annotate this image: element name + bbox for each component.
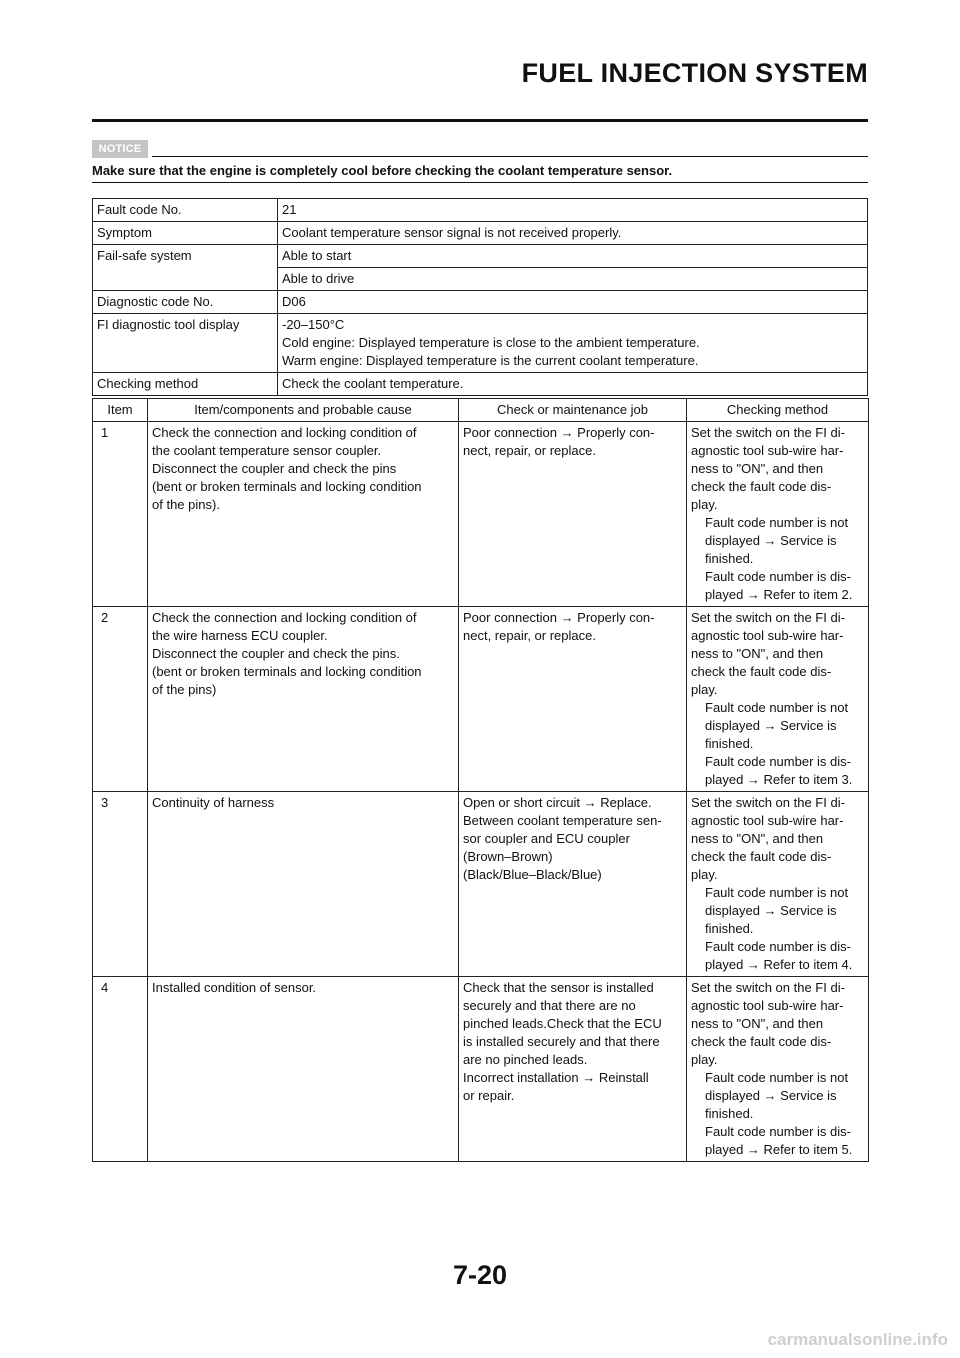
method-result-line: Fault code number is dis- [705, 754, 851, 769]
fault-info-table [92, 198, 868, 396]
method-result-line: displayed → Service is [705, 1088, 837, 1103]
cause-line: (bent or broken terminals and locking condition [152, 479, 422, 494]
fault-code-row [93, 199, 868, 222]
tool-display-value [278, 314, 868, 373]
cause-line: Installed condition of sensor. [152, 980, 317, 995]
method-result-line: finished. [705, 736, 754, 751]
fault-code-label: Fault code No. [93, 199, 278, 222]
method-line: play. [691, 497, 718, 512]
procedure-row [93, 422, 869, 607]
cause-cell [148, 977, 459, 1162]
cause-line: (bent or broken terminals and locking condition [152, 664, 422, 679]
method-result-line: Fault code number is not [705, 885, 849, 900]
item-number: 1 [93, 422, 148, 607]
method-line: ness to "ON", and then [691, 831, 824, 846]
method-result-line: played → Refer to item 2. [705, 587, 853, 602]
job-cell [459, 977, 687, 1162]
method-line: check the fault code dis- [691, 664, 832, 679]
symptom-label: Symptom [93, 222, 278, 245]
tool-display-warm: Warm engine: Displayed temperature is the current coolant temperature. [282, 353, 699, 368]
checking-method-label: Checking method [93, 373, 278, 396]
method-result-line: played → Refer to item 5. [705, 1142, 853, 1157]
item-number: 2 [93, 607, 148, 792]
job-line: pinched leads.Check that the ECU [463, 1016, 662, 1031]
checking-method-row [93, 373, 868, 396]
method-line: agnostic tool sub-wire har- [691, 813, 844, 828]
job-line: nect, repair, or replace. [463, 443, 596, 458]
method-result-line: played → Refer to item 3. [705, 772, 853, 787]
method-line: play. [691, 682, 718, 697]
job-line: is installed securely and that there [463, 1034, 660, 1049]
method-result-line: displayed → Service is [705, 533, 837, 548]
procedure-table [92, 398, 869, 1162]
procedure-row [93, 792, 869, 977]
method-line: check the fault code dis- [691, 849, 832, 864]
cause-line: of the pins). [152, 497, 220, 512]
method-result-line: Fault code number is not [705, 1070, 849, 1085]
procedure-row [93, 607, 869, 792]
method-result-line: finished. [705, 921, 754, 936]
procedure-header-row [93, 399, 869, 422]
job-line: Between coolant temperature sen- [463, 813, 662, 828]
header-item: Item [93, 399, 148, 422]
cause-cell [148, 607, 459, 792]
cause-line: Disconnect the coupler and check the pins. [152, 646, 400, 661]
method-cell [687, 792, 869, 977]
method-result-line: displayed → Service is [705, 903, 837, 918]
method-line: Set the switch on the FI di- [691, 425, 845, 440]
method-line: agnostic tool sub-wire har- [691, 998, 844, 1013]
method-line: play. [691, 867, 718, 882]
job-cell [459, 607, 687, 792]
notice-divider [152, 156, 868, 157]
cause-line: the coolant temperature sensor coupler. [152, 443, 382, 458]
cause-line: Continuity of harness [152, 795, 275, 810]
cause-cell [148, 422, 459, 607]
job-line: Check that the sensor is installed [463, 980, 654, 995]
method-result-line: finished. [705, 1106, 754, 1121]
header-cause: Item/components and probable cause [148, 399, 459, 422]
item-number: 4 [93, 977, 148, 1162]
item-number: 3 [93, 792, 148, 977]
failsafe-label: Fail-safe system [93, 245, 278, 291]
header-divider [92, 119, 868, 122]
page-header-title: FUEL INJECTION SYSTEM [521, 58, 868, 88]
header-job: Check or maintenance job [459, 399, 687, 422]
method-result-line: finished. [705, 551, 754, 566]
page-number: 7-20 [452, 1260, 508, 1290]
method-line: agnostic tool sub-wire har- [691, 628, 844, 643]
cause-line: Disconnect the coupler and check the pins [152, 461, 397, 476]
procedure-row [93, 977, 869, 1162]
tool-display-row [93, 314, 868, 373]
diagnostic-code-row [93, 291, 868, 314]
job-line: Poor connection → Properly con- [463, 425, 655, 440]
tool-display-cold: Cold engine: Displayed temperature is close to the ambient temperature. [282, 335, 700, 350]
method-line: ness to "ON", and then [691, 1016, 824, 1031]
cause-line: Check the connection and locking condition of [152, 425, 417, 440]
failsafe-row [93, 245, 868, 268]
job-cell [459, 792, 687, 977]
job-line: nect, repair, or replace. [463, 628, 596, 643]
symptom-value: Coolant temperature sensor signal is not received properly. [278, 222, 868, 245]
method-result-line: played → Refer to item 4. [705, 957, 853, 972]
method-result-line: Fault code number is not [705, 515, 849, 530]
failsafe-value-start: Able to start [278, 245, 868, 268]
method-line: Set the switch on the FI di- [691, 795, 845, 810]
method-result-line: Fault code number is dis- [705, 1124, 851, 1139]
failsafe-value-drive: Able to drive [278, 268, 868, 291]
notice-bottom-divider [92, 182, 868, 183]
job-cell [459, 422, 687, 607]
method-cell [687, 607, 869, 792]
cause-line: Check the connection and locking condition of [152, 610, 417, 625]
header-method: Checking method [687, 399, 869, 422]
notice-text: Make sure that the engine is completely cool before checking the coolant temperature sensor. [92, 163, 673, 178]
job-line: (Brown–Brown) [463, 849, 553, 864]
method-line: agnostic tool sub-wire har- [691, 443, 844, 458]
checking-method-value: Check the coolant temperature. [278, 373, 868, 396]
cause-line: of the pins) [152, 682, 217, 697]
job-line: or repair. [463, 1088, 515, 1103]
job-line: securely and that there are no [463, 998, 636, 1013]
job-line: are no pinched leads. [463, 1052, 588, 1067]
method-result-line: Fault code number is dis- [705, 569, 851, 584]
method-line: check the fault code dis- [691, 479, 832, 494]
notice-tag: NOTICE [92, 140, 148, 158]
method-line: ness to "ON", and then [691, 646, 824, 661]
method-cell [687, 977, 869, 1162]
diagnostic-code-value: D06 [278, 291, 868, 314]
job-line: Incorrect installation → Reinstall [463, 1070, 649, 1085]
tool-display-range: -20–150°C [282, 317, 345, 332]
tool-display-label: FI diagnostic tool display [93, 314, 278, 373]
job-line: sor coupler and ECU coupler [463, 831, 630, 846]
symptom-row [93, 222, 868, 245]
cause-line: the wire harness ECU coupler. [152, 628, 328, 643]
method-line: Set the switch on the FI di- [691, 610, 845, 625]
method-line: Set the switch on the FI di- [691, 980, 845, 995]
job-line: Open or short circuit → Replace. [463, 795, 652, 810]
method-line: ness to "ON", and then [691, 461, 824, 476]
job-line: (Black/Blue–Black/Blue) [463, 867, 602, 882]
fault-code-value: 21 [278, 199, 868, 222]
method-result-line: Fault code number is not [705, 700, 849, 715]
method-cell [687, 422, 869, 607]
method-line: check the fault code dis- [691, 1034, 832, 1049]
method-line: play. [691, 1052, 718, 1067]
watermark: carmanualsonline.info [767, 1330, 948, 1349]
diagnostic-code-label: Diagnostic code No. [93, 291, 278, 314]
method-result-line: Fault code number is dis- [705, 939, 851, 954]
method-result-line: displayed → Service is [705, 718, 837, 733]
job-line: Poor connection → Properly con- [463, 610, 655, 625]
procedure-body [93, 422, 869, 1162]
cause-cell [148, 792, 459, 977]
